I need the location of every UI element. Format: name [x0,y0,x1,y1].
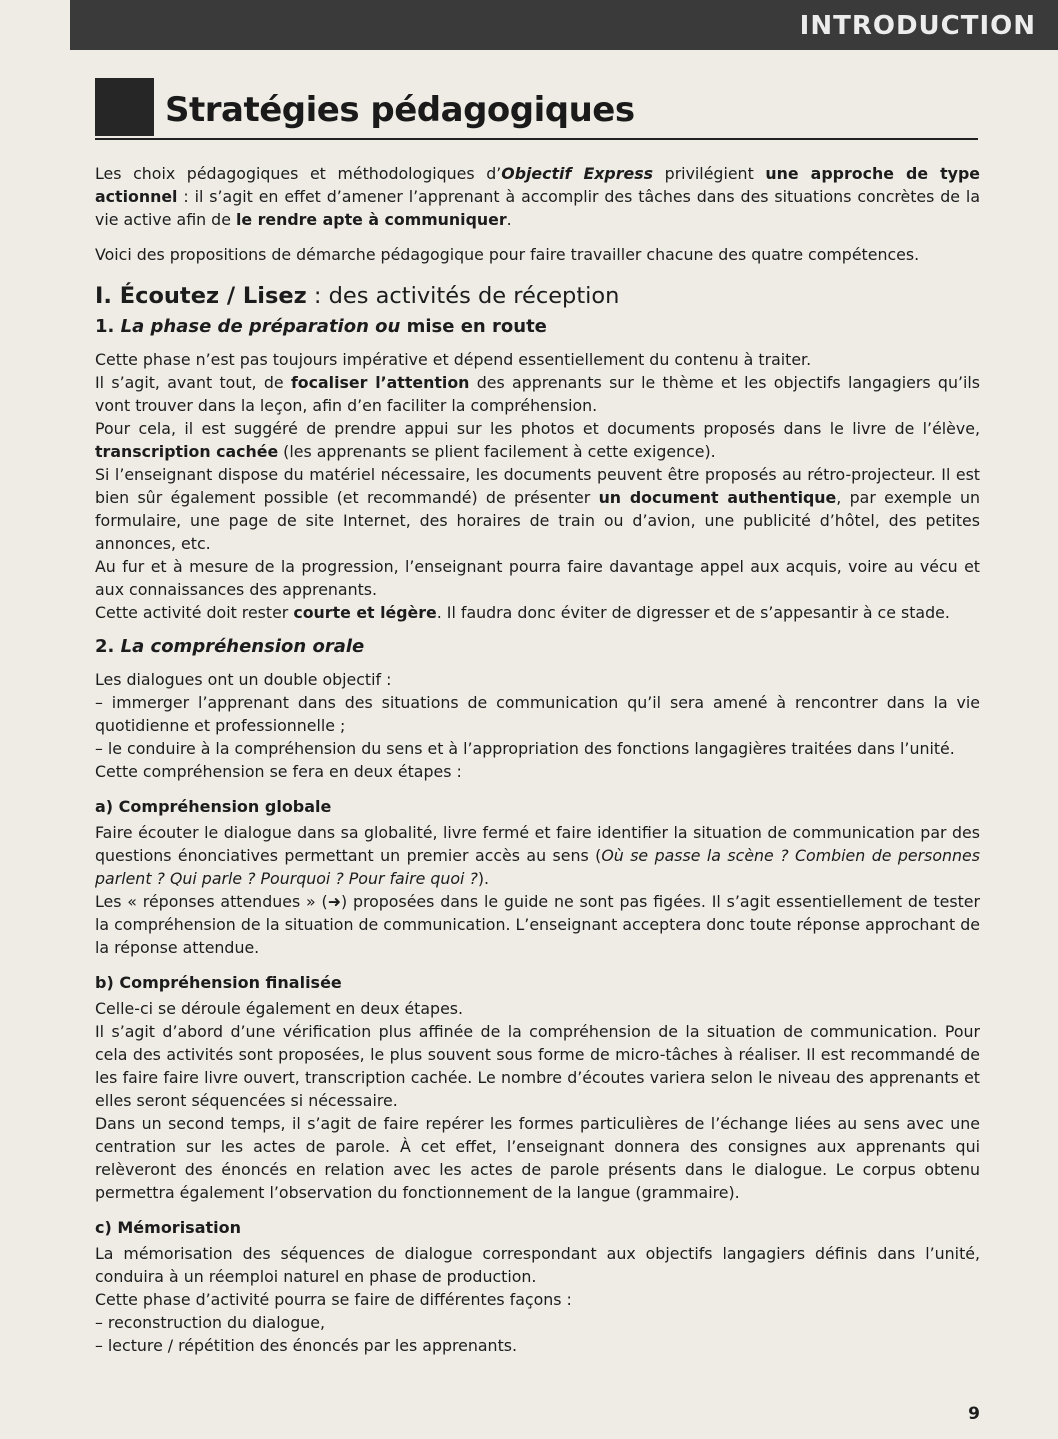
arrow-icon: ➜ [327,892,341,911]
paragraph: Cette phase n’est pas toujours impérative et dépend essentiellement du contenu à traiter. [95,350,812,369]
paragraph: Les dialogues ont un double objectif : [95,670,392,689]
paragraph: Celle-ci se déroule également en deux étapes. [95,999,464,1018]
paragraph: Il s’agit, avant tout, de focaliser l’attention des apprenants sur le thème et les objectifs langagiers qu’ils vont trouver dans la leçon, afin d’en faciliter la compréhension. [95,373,980,415]
paragraph: Si l’enseignant dispose du matériel nécessaire, les documents peuvent être proposés au rétro-projecteur. Il est bien sûr également possible (et recommandé) de présenter un document authentique, par exemple un formulaire, une page de site Internet, des horaires de train ou d’avion, une publicité d’hôtel, des petites annonces, etc. [95,465,980,553]
paragraph: Faire écouter le dialogue dans sa globalité, livre fermé et faire identifier la situation de communication par des questions énonciatives permettant un premier accès au sens (Où se passe la scène ? Combien de personnes parlent ? Qui parle ? Pourquoi ? Pour faire quoi ?). [95,823,980,888]
list-item: – le conduire à la compréhension du sens et à l’appropriation des fonctions langagières traitées dans l’unité. [95,739,955,758]
paragraph: Cette activité doit rester courte et légère. Il faudra donc éviter de digresser et de s’appesantir à ce stade. [95,603,950,622]
paragraph: Au fur et à mesure de la progression, l’enseignant pourra faire davantage appel aux acquis, voire au vécu et aux connaissances des apprenants. [95,557,980,599]
page-number: 9 [968,1404,980,1424]
heading-comprehension-finalisee: b) Compréhension finalisée [95,973,342,992]
heading-comprehension-globale: a) Compréhension globale [95,797,332,816]
list-item: – lecture / répétition des énoncés par les apprenants. [95,1336,518,1355]
intro-paragraph-2: Voici des propositions de démarche pédagogique pour faire travailler chacune des quatre compétences. [95,245,920,264]
paragraph: La mémorisation des séquences de dialogue correspondant aux objectifs langagiers définis dans l’unité, conduira à un réemploi naturel en phase de production. [95,1244,980,1286]
subsection-heading-1: 1. La phase de préparation ou mise en route [95,316,547,337]
title-block [95,78,978,140]
paragraph: Il s’agit d’abord d’une vérification plus affinée de la compréhension de la situation de communication. Pour cela des activités sont proposées, le plus souvent sous forme de micro-tâches à réaliser. Il est recommandé de les faire faire livre ouvert, transcription cachée. Le nombre d’écoutes variera selon le niveau des apprenants et elles seront séquencées si nécessaire. [95,1022,980,1110]
page-title: Stratégies pédagogiques [165,90,635,130]
paragraph: Les « réponses attendues » (➜) proposées dans le guide ne sont pas figées. Il s’agit essentiellement de tester la compréhension de la situation de communication. L’enseignant acceptera donc toute réponse approchant de la réponse attendue. [95,892,980,957]
paragraph: Dans un second temps, il s’agit de faire repérer les formes particulières de l’échange liées au sens avec une centration sur les actes de parole. À cet effet, l’enseignant donnera des consignes aux apprenants qui relèveront des énoncés en relation avec les actes de parole présents dans le dialogue. Le corpus obtenu permettra également l’observation du fonctionnement de la langue (grammaire). [95,1114,980,1202]
header-band [70,0,1058,50]
paragraph: Cette phase d’activité pourra se faire de différentes façons : [95,1290,572,1309]
section-label: INTRODUCTION [799,11,1036,41]
section-heading: I. Écoutez / Lisez : des activités de réception [95,283,620,309]
list-item: – immerger l’apprenant dans des situations de communication qu’il sera amené à rencontrer dans la vie quotidienne et professionnelle ; [95,693,980,735]
list-item: – reconstruction du dialogue, [95,1313,326,1332]
main-content [95,162,980,1357]
heading-memorisation: c) Mémorisation [95,1218,242,1237]
title-square [95,78,154,136]
intro-paragraph-1: Les choix pédagogiques et méthodologiques d’Objectif Express privilégient une approche de type actionnel : il s’agit en effet d’amener l’apprenant à accomplir des tâches dans des situations concrètes de la vie active afin de le rendre apte à communiquer. [95,164,980,229]
subsection-heading-2: 2. La compréhension orale [95,636,365,657]
paragraph: Cette compréhension se fera en deux étapes : [95,762,462,781]
paragraph: Pour cela, il est suggéré de prendre appui sur les photos et documents proposés dans le livre de l’élève, transcription cachée (les apprenants se plient facilement à cette exigence). [95,419,980,461]
